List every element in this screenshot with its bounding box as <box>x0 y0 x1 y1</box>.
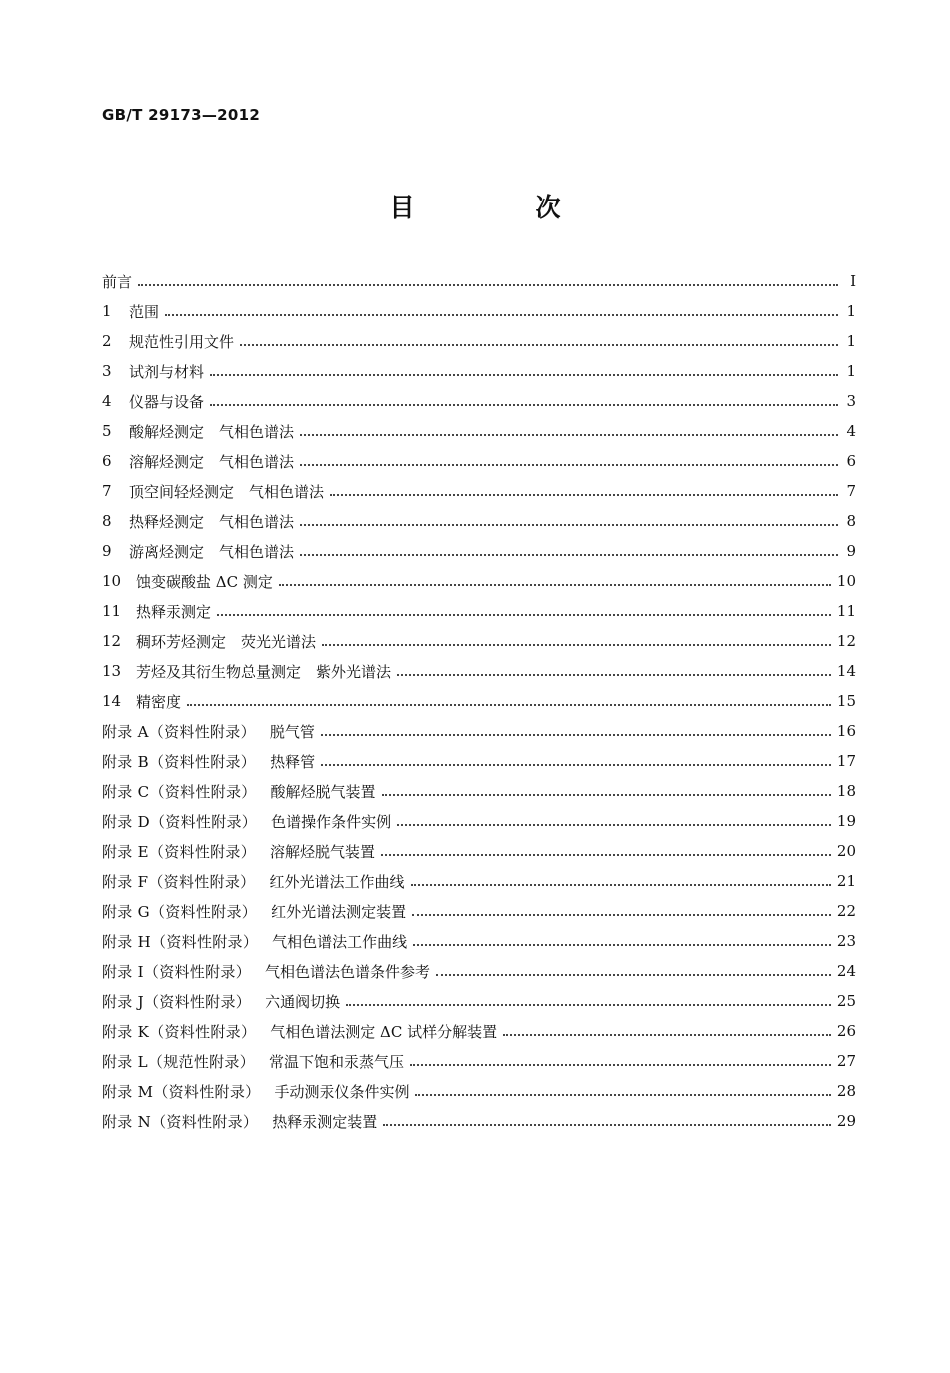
toc-entry-7[interactable] <box>102 476 856 506</box>
appendix-label: 附录 E（资料性附录） <box>102 842 257 861</box>
toc-appendix-g[interactable] <box>102 896 856 926</box>
appendix-page: 27 <box>836 1052 856 1070</box>
toc-entry-page: 1 <box>846 302 856 320</box>
toc-entry-title: 游离烃测定 气相色谱法 <box>129 542 295 561</box>
toc-entry-6[interactable] <box>102 446 856 476</box>
toc-appendix-c[interactable] <box>102 776 856 806</box>
toc-entry-title: 稠环芳烃测定 荧光光谱法 <box>136 632 317 651</box>
appendix-label: 附录 C（资料性附录） <box>102 782 257 801</box>
dot-leader <box>503 1034 831 1036</box>
toc-appendix-i[interactable] <box>102 956 856 986</box>
appendix-title: 酸解烃脱气装置 <box>270 782 376 801</box>
toc-entry-number: 1 <box>102 302 112 320</box>
appendix-page: 17 <box>836 752 856 770</box>
toc-entry-13[interactable] <box>102 656 856 686</box>
toc-entry-number: 14 <box>102 692 122 710</box>
dot-leader <box>300 524 838 526</box>
toc-entry-2[interactable] <box>102 326 856 356</box>
toc-entry-title: 酸解烃测定 气相色谱法 <box>129 422 295 441</box>
dot-leader <box>300 434 838 436</box>
dot-leader <box>413 944 831 946</box>
toc-entry-5[interactable] <box>102 416 856 446</box>
dot-leader <box>300 554 838 556</box>
toc-entry-title: 范围 <box>129 302 160 321</box>
appendix-label: 附录 B（资料性附录） <box>102 752 257 771</box>
table-of-contents <box>102 266 856 1136</box>
toc-appendix-a[interactable] <box>102 716 856 746</box>
appendix-page: 22 <box>836 902 856 920</box>
dot-leader <box>321 764 831 766</box>
toc-entry-foreword[interactable] <box>102 266 856 296</box>
toc-appendix-k[interactable] <box>102 1016 856 1046</box>
dot-leader <box>210 404 838 406</box>
dot-leader <box>210 374 838 376</box>
appendix-page: 18 <box>836 782 856 800</box>
standard-code: GB/T 29173—2012 <box>102 106 261 124</box>
dot-leader <box>279 584 831 586</box>
appendix-page: 16 <box>836 722 856 740</box>
toc-entry-page: 15 <box>836 692 856 710</box>
appendix-label: 附录 N（资料性附录） <box>102 1112 259 1131</box>
dot-leader <box>346 1004 831 1006</box>
toc-entry-title: 溶解烃测定 气相色谱法 <box>129 452 295 471</box>
appendix-label: 附录 I（资料性附录） <box>102 962 251 981</box>
toc-entry-page: 1 <box>846 362 856 380</box>
page-title: 目 次 <box>389 193 609 222</box>
toc-entry-page: 8 <box>846 512 856 530</box>
dot-leader <box>322 644 831 646</box>
appendix-page: 19 <box>836 812 856 830</box>
toc-entry-number: 10 <box>102 572 122 590</box>
dot-leader <box>217 614 831 616</box>
appendix-page: 26 <box>836 1022 856 1040</box>
toc-entry-number: 11 <box>102 602 122 620</box>
dot-leader <box>436 974 831 976</box>
appendix-label: 附录 G（资料性附录） <box>102 902 258 921</box>
dot-leader <box>240 344 838 346</box>
appendix-title: 六通阀切换 <box>265 992 341 1011</box>
appendix-label: 附录 L（规范性附录） <box>102 1052 256 1071</box>
appendix-title: 色谱操作条件实例 <box>271 812 392 831</box>
toc-entry-page: 12 <box>836 632 856 650</box>
appendix-title: 热释汞测定装置 <box>272 1112 378 1131</box>
appendix-title: 常温下饱和汞蒸气压 <box>269 1052 405 1071</box>
toc-entry-11[interactable] <box>102 596 856 626</box>
toc-entry-title: 热释汞测定 <box>136 602 212 621</box>
dot-leader <box>397 674 831 676</box>
toc-entry-10[interactable] <box>102 566 856 596</box>
dot-leader <box>138 284 838 286</box>
toc-entry-page: Ⅰ <box>850 272 856 290</box>
toc-entry-page: 14 <box>836 662 856 680</box>
toc-entry-14[interactable] <box>102 686 856 716</box>
toc-entry-page: 7 <box>846 482 856 500</box>
appendix-page: 29 <box>836 1112 856 1130</box>
toc-entry-number: 7 <box>102 482 112 500</box>
toc-entry-number: 5 <box>102 422 112 440</box>
appendix-title: 气相色谱法工作曲线 <box>272 932 408 951</box>
toc-entry-number: 6 <box>102 452 112 470</box>
toc-entry-9[interactable] <box>102 536 856 566</box>
toc-entry-number: 2 <box>102 332 112 350</box>
dot-leader <box>165 314 838 316</box>
dot-leader <box>410 1064 831 1066</box>
toc-entry-title: 规范性引用文件 <box>129 332 235 351</box>
appendix-title: 气相色谱法色谱条件参考 <box>265 962 431 981</box>
toc-entry-number: 3 <box>102 362 112 380</box>
dot-leader <box>412 914 831 916</box>
appendix-title: 红外光谱法测定装置 <box>271 902 407 921</box>
dot-leader <box>415 1094 830 1096</box>
appendix-label: 附录 A（资料性附录） <box>102 722 256 741</box>
dot-leader <box>321 734 831 736</box>
toc-entry-title: 前言 <box>102 272 133 291</box>
toc-entry-number: 9 <box>102 542 112 560</box>
toc-entry-1[interactable] <box>102 296 856 326</box>
toc-entry-page: 11 <box>836 602 856 620</box>
toc-entry-page: 1 <box>846 332 856 350</box>
dot-leader <box>381 854 831 856</box>
toc-appendix-m[interactable] <box>102 1076 856 1106</box>
toc-entry-title: 蚀变碳酸盐 ΔC 测定 <box>136 572 273 591</box>
dot-leader <box>300 464 838 466</box>
dot-leader <box>383 1124 831 1126</box>
toc-entry-title: 顶空间轻烃测定 气相色谱法 <box>129 482 325 501</box>
appendix-label: 附录 M（资料性附录） <box>102 1082 261 1101</box>
dot-leader <box>382 794 831 796</box>
toc-entry-number: 4 <box>102 392 112 410</box>
toc-appendix-n[interactable] <box>102 1106 856 1136</box>
appendix-page: 20 <box>836 842 856 860</box>
toc-entry-page: 6 <box>846 452 856 470</box>
toc-appendix-j[interactable] <box>102 986 856 1016</box>
dot-leader <box>330 494 838 496</box>
appendix-page: 21 <box>836 872 856 890</box>
toc-entry-title: 热释烃测定 气相色谱法 <box>129 512 295 531</box>
toc-entry-12[interactable] <box>102 626 856 656</box>
toc-appendix-h[interactable] <box>102 926 856 956</box>
toc-entry-number: 12 <box>102 632 122 650</box>
toc-appendix-d[interactable] <box>102 806 856 836</box>
toc-entry-title: 试剂与材料 <box>129 362 205 381</box>
toc-entry-4[interactable] <box>102 386 856 416</box>
toc-entry-page: 10 <box>836 572 856 590</box>
appendix-label: 附录 D（资料性附录） <box>102 812 258 831</box>
appendix-page: 24 <box>836 962 856 980</box>
toc-entry-number: 13 <box>102 662 122 680</box>
toc-appendix-f[interactable] <box>102 866 856 896</box>
appendix-title: 气相色谱法测定 ΔC 试样分解装置 <box>270 1022 498 1041</box>
toc-entry-8[interactable] <box>102 506 856 536</box>
toc-entry-page: 9 <box>846 542 856 560</box>
toc-appendix-b[interactable] <box>102 746 856 776</box>
appendix-label: 附录 F（资料性附录） <box>102 872 256 891</box>
toc-entry-title: 精密度 <box>136 692 182 711</box>
appendix-label: 附录 H（资料性附录） <box>102 932 259 951</box>
appendix-title: 手动测汞仪条件实例 <box>274 1082 410 1101</box>
dot-leader <box>187 704 831 706</box>
appendix-page: 28 <box>836 1082 856 1100</box>
dot-leader <box>397 824 831 826</box>
toc-entry-page: 4 <box>846 422 856 440</box>
toc-appendix-e[interactable] <box>102 836 856 866</box>
toc-entry-title: 芳烃及其衍生物总量测定 紫外光谱法 <box>136 662 392 681</box>
appendix-title: 溶解烃脱气装置 <box>270 842 376 861</box>
appendix-page: 25 <box>836 992 856 1010</box>
toc-entry-title: 仪器与设备 <box>129 392 205 411</box>
appendix-label: 附录 J（资料性附录） <box>102 992 252 1011</box>
toc-entry-number: 8 <box>102 512 112 530</box>
dot-leader <box>411 884 831 886</box>
appendix-title: 红外光谱法工作曲线 <box>269 872 405 891</box>
appendix-page: 23 <box>836 932 856 950</box>
appendix-label: 附录 K（资料性附录） <box>102 1022 257 1041</box>
toc-entry-page: 3 <box>846 392 856 410</box>
toc-appendix-l[interactable] <box>102 1046 856 1076</box>
appendix-title: 脱气管 <box>269 722 315 741</box>
toc-entry-3[interactable] <box>102 356 856 386</box>
appendix-title: 热释管 <box>270 752 316 771</box>
